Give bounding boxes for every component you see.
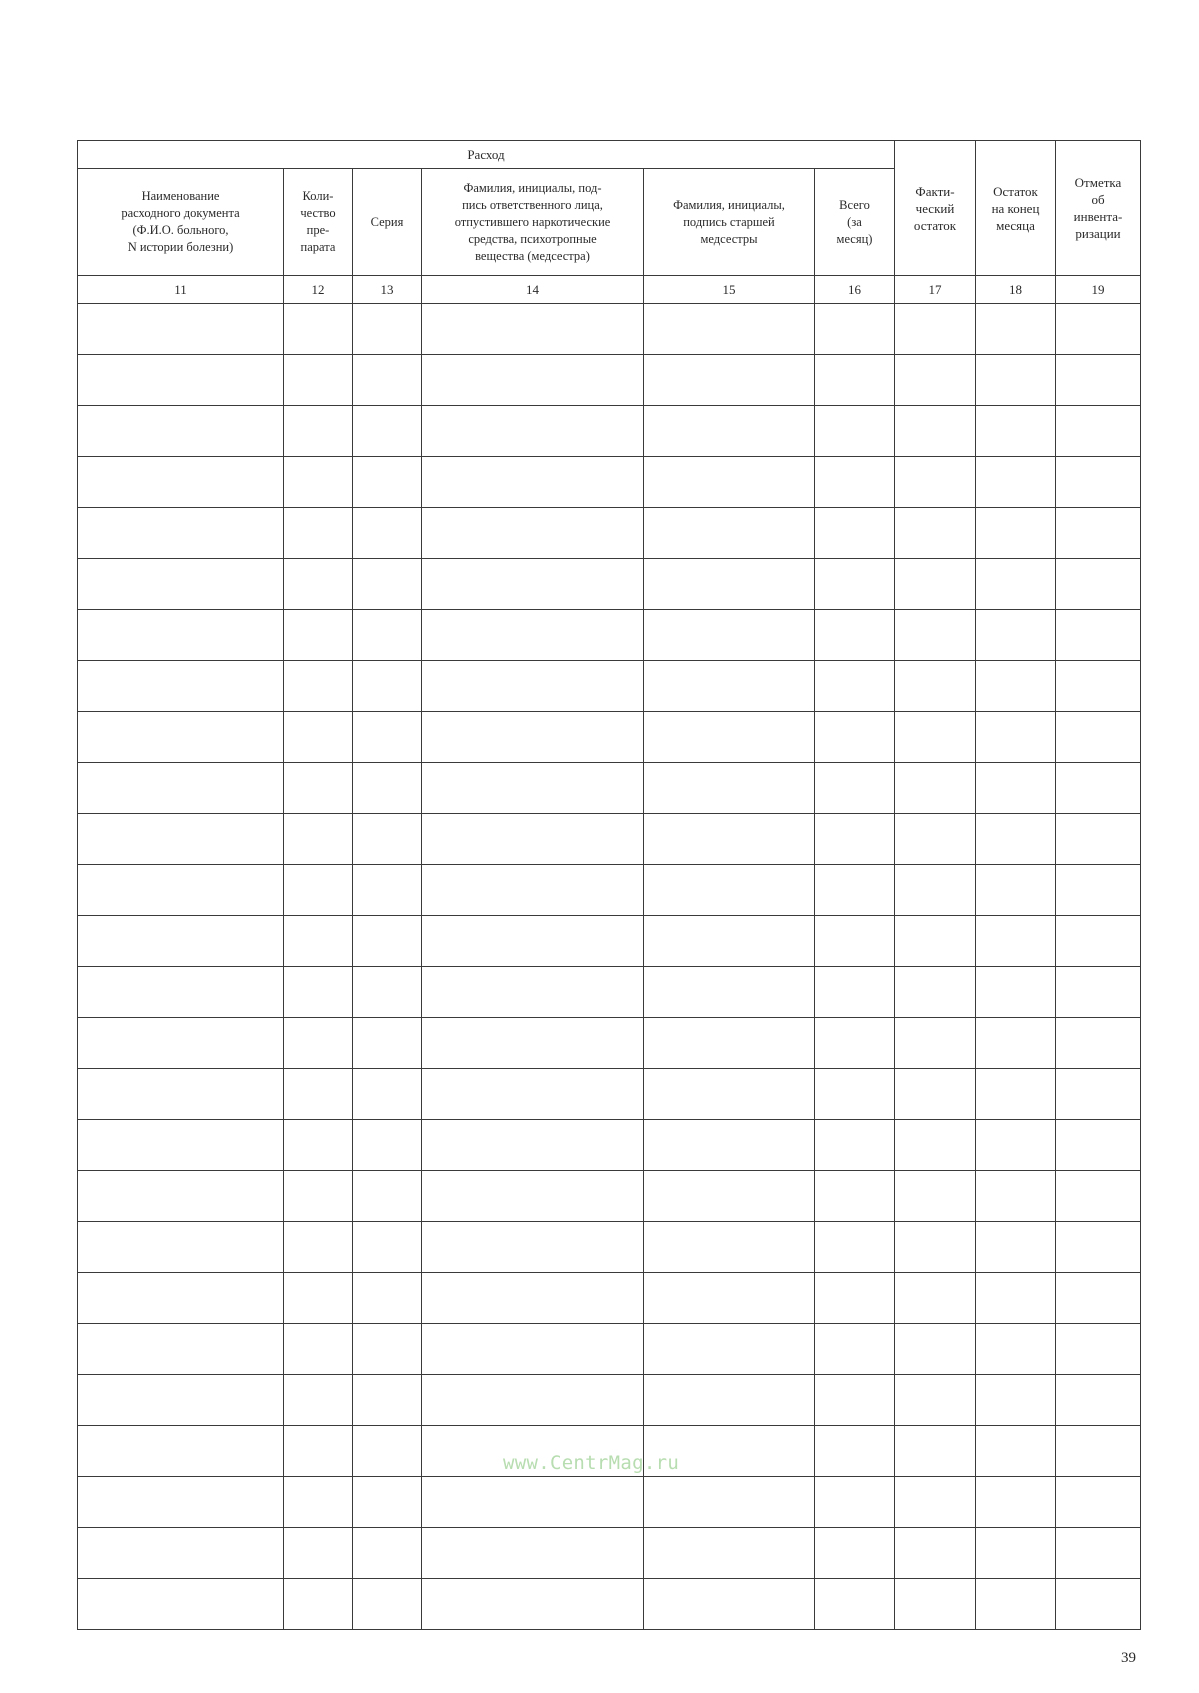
table-cell: [644, 457, 815, 508]
table-cell: [976, 1375, 1056, 1426]
col-number: 13: [353, 276, 422, 304]
col-number: 12: [284, 276, 353, 304]
table-cell: [422, 1222, 644, 1273]
table-cell: [353, 1273, 422, 1324]
table-cell: [895, 967, 976, 1018]
table-cell: [895, 1477, 976, 1528]
table-cell: [422, 559, 644, 610]
table-cell: [353, 1477, 422, 1528]
table-cell: [976, 763, 1056, 814]
table-cell: [895, 1375, 976, 1426]
table-cell: [895, 1273, 976, 1324]
table-row: [78, 916, 1141, 967]
col-header-13: Серия: [353, 169, 422, 276]
table-row: [78, 457, 1141, 508]
table-cell: [644, 406, 815, 457]
table-cell: [78, 1171, 284, 1222]
table-cell: [353, 1375, 422, 1426]
table-cell: [644, 967, 815, 1018]
table-cell: [1056, 916, 1141, 967]
table-cell: [644, 661, 815, 712]
table-cell: [895, 457, 976, 508]
table-cell: [976, 865, 1056, 916]
table-cell: [1056, 610, 1141, 661]
table-cell: [644, 1069, 815, 1120]
table-cell: [815, 304, 895, 355]
table-cell: [976, 1018, 1056, 1069]
table-cell: [895, 1120, 976, 1171]
table-cell: [284, 355, 353, 406]
table-cell: [815, 457, 895, 508]
table-cell: [422, 406, 644, 457]
table-cell: [284, 1528, 353, 1579]
table-cell: [815, 1018, 895, 1069]
table-cell: [644, 1018, 815, 1069]
table-cell: [284, 1273, 353, 1324]
table-cell: [422, 967, 644, 1018]
table-cell: [644, 1477, 815, 1528]
table-cell: [284, 1222, 353, 1273]
table-cell: [422, 355, 644, 406]
table-cell: [1056, 1069, 1141, 1120]
table-cell: [1056, 1171, 1141, 1222]
table-cell: [895, 814, 976, 865]
table-row: [78, 559, 1141, 610]
table-cell: [976, 1426, 1056, 1477]
table-cell: [644, 1273, 815, 1324]
table-cell: [353, 1324, 422, 1375]
col-number: 19: [1056, 276, 1141, 304]
table-cell: [815, 967, 895, 1018]
table-cell: [895, 865, 976, 916]
table-cell: [78, 610, 284, 661]
table-row: [78, 508, 1141, 559]
page-number: 39: [1121, 1650, 1136, 1666]
table-cell: [895, 1018, 976, 1069]
table-cell: [976, 1579, 1056, 1630]
table-cell: [976, 967, 1056, 1018]
table-cell: [976, 1477, 1056, 1528]
table-cell: [644, 559, 815, 610]
table-cell: [284, 712, 353, 763]
table-cell: [78, 1273, 284, 1324]
table-cell: [284, 1426, 353, 1477]
table-cell: [1056, 355, 1141, 406]
ledger-body: [78, 304, 1141, 1630]
table-cell: [353, 1222, 422, 1273]
table-cell: [895, 610, 976, 661]
table-cell: [353, 1171, 422, 1222]
table-cell: [353, 763, 422, 814]
col-number: 15: [644, 276, 815, 304]
table-cell: [78, 508, 284, 559]
table-cell: [422, 1375, 644, 1426]
column-number-row: [78, 276, 1141, 304]
table-cell: [815, 1273, 895, 1324]
table-cell: [895, 304, 976, 355]
table-cell: [353, 865, 422, 916]
table-cell: [284, 1018, 353, 1069]
table-cell: [895, 508, 976, 559]
ledger-table: [77, 140, 1141, 1630]
table-cell: [284, 1324, 353, 1375]
table-cell: [422, 1528, 644, 1579]
table-cell: [815, 1477, 895, 1528]
table-cell: [284, 865, 353, 916]
table-cell: [1056, 865, 1141, 916]
table-row: [78, 1273, 1141, 1324]
table-cell: [815, 355, 895, 406]
table-cell: [78, 763, 284, 814]
table-cell: [976, 406, 1056, 457]
table-cell: [644, 1324, 815, 1375]
table-cell: [284, 763, 353, 814]
table-cell: [284, 559, 353, 610]
table-cell: [353, 1018, 422, 1069]
table-cell: [815, 1375, 895, 1426]
table-cell: [815, 1579, 895, 1630]
table-cell: [815, 1120, 895, 1171]
table-row: [78, 304, 1141, 355]
table-row: [78, 1477, 1141, 1528]
table-cell: [644, 865, 815, 916]
table-cell: [78, 1375, 284, 1426]
table-cell: [815, 1069, 895, 1120]
table-cell: [78, 814, 284, 865]
table-cell: [644, 712, 815, 763]
table-cell: [353, 661, 422, 712]
table-cell: [644, 916, 815, 967]
table-cell: [976, 1171, 1056, 1222]
table-cell: [895, 559, 976, 610]
table-cell: [78, 457, 284, 508]
table-row: [78, 1222, 1141, 1273]
table-cell: [815, 814, 895, 865]
table-cell: [1056, 1273, 1141, 1324]
table-row: [78, 712, 1141, 763]
table-cell: [78, 304, 284, 355]
table-cell: [644, 610, 815, 661]
table-cell: [976, 610, 1056, 661]
table-cell: [644, 1375, 815, 1426]
table-cell: [895, 406, 976, 457]
table-cell: [976, 916, 1056, 967]
table-cell: [976, 1069, 1056, 1120]
table-row: [78, 1069, 1141, 1120]
table-cell: [976, 457, 1056, 508]
col-header-17: Факти- ческий остаток: [895, 141, 976, 276]
table-cell: [815, 559, 895, 610]
table-cell: [78, 865, 284, 916]
table-cell: [976, 1324, 1056, 1375]
table-cell: [353, 1426, 422, 1477]
table-cell: [815, 1222, 895, 1273]
table-row: [78, 865, 1141, 916]
table-cell: [284, 1171, 353, 1222]
table-cell: [353, 1120, 422, 1171]
table-cell: [284, 814, 353, 865]
table-cell: [895, 661, 976, 712]
table-cell: [78, 355, 284, 406]
col-header-12: Коли- чество пре- парата: [284, 169, 353, 276]
table-cell: [1056, 406, 1141, 457]
table-cell: [895, 763, 976, 814]
table-cell: [895, 1426, 976, 1477]
table-cell: [422, 916, 644, 967]
table-cell: [976, 304, 1056, 355]
table-cell: [976, 1528, 1056, 1579]
col-number: 18: [976, 276, 1056, 304]
table-cell: [284, 1477, 353, 1528]
table-cell: [353, 967, 422, 1018]
table-cell: [1056, 1426, 1141, 1477]
table-cell: [422, 1273, 644, 1324]
table-cell: [976, 355, 1056, 406]
table-cell: [284, 1579, 353, 1630]
table-cell: [815, 1324, 895, 1375]
col-header-16: Всего (за месяц): [815, 169, 895, 276]
table-cell: [78, 712, 284, 763]
table-cell: [422, 1477, 644, 1528]
table-cell: [1056, 1120, 1141, 1171]
table-cell: [815, 763, 895, 814]
col-number: 16: [815, 276, 895, 304]
table-cell: [895, 712, 976, 763]
table-cell: [78, 916, 284, 967]
table-cell: [284, 1120, 353, 1171]
table-cell: [78, 559, 284, 610]
table-row: [78, 1018, 1141, 1069]
table-cell: [422, 763, 644, 814]
table-cell: [1056, 457, 1141, 508]
table-cell: [815, 1426, 895, 1477]
col-header-14: Фамилия, инициалы, под- пись ответственного лица, отпустившего наркотические средства, психотропные вещества (медсестра): [422, 169, 644, 276]
table-row: [78, 610, 1141, 661]
watermark-text: www.CentrMag.ru: [503, 1452, 680, 1474]
table-cell: [353, 814, 422, 865]
table-cell: [422, 610, 644, 661]
table-cell: [78, 1069, 284, 1120]
table-cell: [895, 1579, 976, 1630]
table-cell: [284, 916, 353, 967]
table-cell: [895, 1069, 976, 1120]
table-cell: [353, 1528, 422, 1579]
table-cell: [422, 1171, 644, 1222]
table-cell: [644, 355, 815, 406]
table-cell: [353, 610, 422, 661]
table-cell: [976, 1222, 1056, 1273]
table-cell: [78, 1324, 284, 1375]
table-cell: [284, 610, 353, 661]
table-cell: [353, 457, 422, 508]
table-cell: [1056, 1222, 1141, 1273]
table-cell: [644, 1528, 815, 1579]
table-cell: [644, 1171, 815, 1222]
table-cell: [1056, 967, 1141, 1018]
table-cell: [422, 508, 644, 559]
table-row: [78, 355, 1141, 406]
col-header-15: Фамилия, инициалы, подпись старшей медсестры: [644, 169, 815, 276]
table-cell: [644, 304, 815, 355]
table-cell: [895, 1222, 976, 1273]
table-cell: [353, 304, 422, 355]
table-cell: [815, 406, 895, 457]
table-cell: [1056, 1528, 1141, 1579]
table-row: [78, 1120, 1141, 1171]
col-number: 17: [895, 276, 976, 304]
table-cell: [644, 1579, 815, 1630]
table-cell: [284, 1375, 353, 1426]
table-row: [78, 1171, 1141, 1222]
table-row: [78, 967, 1141, 1018]
table-cell: [284, 661, 353, 712]
table-cell: [644, 763, 815, 814]
table-cell: [1056, 661, 1141, 712]
table-cell: [422, 865, 644, 916]
table-row: [78, 1528, 1141, 1579]
table-row: [78, 661, 1141, 712]
table-cell: [284, 508, 353, 559]
table-cell: [895, 355, 976, 406]
table-cell: [895, 1528, 976, 1579]
table-cell: [353, 1579, 422, 1630]
table-cell: [78, 1018, 284, 1069]
table-cell: [422, 712, 644, 763]
table-cell: [422, 304, 644, 355]
table-cell: [815, 1171, 895, 1222]
table-cell: [815, 661, 895, 712]
table-cell: [815, 916, 895, 967]
table-cell: [78, 1477, 284, 1528]
table-cell: [78, 1426, 284, 1477]
table-cell: [353, 355, 422, 406]
table-cell: [976, 1120, 1056, 1171]
table-cell: [284, 457, 353, 508]
table-cell: [284, 406, 353, 457]
table-cell: [644, 814, 815, 865]
table-row: [78, 1324, 1141, 1375]
table-cell: [353, 1069, 422, 1120]
table-cell: [78, 1222, 284, 1273]
table-cell: [78, 1579, 284, 1630]
table-cell: [976, 559, 1056, 610]
table-cell: [422, 1324, 644, 1375]
group-header-expense: Расход: [78, 141, 895, 169]
table-cell: [422, 1579, 644, 1630]
table-row: [78, 763, 1141, 814]
table-cell: [976, 712, 1056, 763]
col-number: 14: [422, 276, 644, 304]
col-header-19: Отметка об инвента- ризации: [1056, 141, 1141, 276]
table-cell: [1056, 1375, 1141, 1426]
table-cell: [422, 457, 644, 508]
col-number: 11: [78, 276, 284, 304]
table-cell: [895, 916, 976, 967]
table-cell: [422, 1120, 644, 1171]
table-cell: [353, 406, 422, 457]
table-cell: [422, 661, 644, 712]
table-cell: [78, 1120, 284, 1171]
table-cell: [644, 508, 815, 559]
table-cell: [1056, 712, 1141, 763]
table-cell: [1056, 763, 1141, 814]
table-cell: [353, 559, 422, 610]
table-cell: [644, 1120, 815, 1171]
table-cell: [895, 1171, 976, 1222]
table-cell: [353, 508, 422, 559]
table-cell: [815, 1528, 895, 1579]
table-cell: [422, 1018, 644, 1069]
table-cell: [976, 661, 1056, 712]
table-cell: [1056, 304, 1141, 355]
table-row: [78, 406, 1141, 457]
table-cell: [422, 1069, 644, 1120]
table-cell: [1056, 1579, 1141, 1630]
table-cell: [976, 508, 1056, 559]
table-cell: [815, 610, 895, 661]
table-cell: [284, 304, 353, 355]
table-cell: [78, 661, 284, 712]
table-cell: [353, 712, 422, 763]
table-cell: [1056, 1477, 1141, 1528]
table-cell: [1056, 559, 1141, 610]
table-cell: [976, 814, 1056, 865]
table-cell: [284, 1069, 353, 1120]
table-cell: [1056, 1324, 1141, 1375]
col-header-11: Наименование расходного документа (Ф.И.О. больного, N истории болезни): [78, 169, 284, 276]
table-cell: [1056, 508, 1141, 559]
table-cell: [976, 1273, 1056, 1324]
table-cell: [895, 1324, 976, 1375]
table-cell: [422, 814, 644, 865]
table-row: [78, 1579, 1141, 1630]
table-cell: [78, 1528, 284, 1579]
table-cell: [815, 508, 895, 559]
table-cell: [1056, 1018, 1141, 1069]
col-header-18: Остаток на конец месяца: [976, 141, 1056, 276]
table-cell: [1056, 814, 1141, 865]
table-cell: [815, 865, 895, 916]
table-cell: [78, 406, 284, 457]
table-row: [78, 814, 1141, 865]
table-cell: [815, 712, 895, 763]
table-row: [78, 1375, 1141, 1426]
table-cell: [284, 967, 353, 1018]
table-cell: [78, 967, 284, 1018]
table-cell: [353, 916, 422, 967]
table-cell: [644, 1222, 815, 1273]
